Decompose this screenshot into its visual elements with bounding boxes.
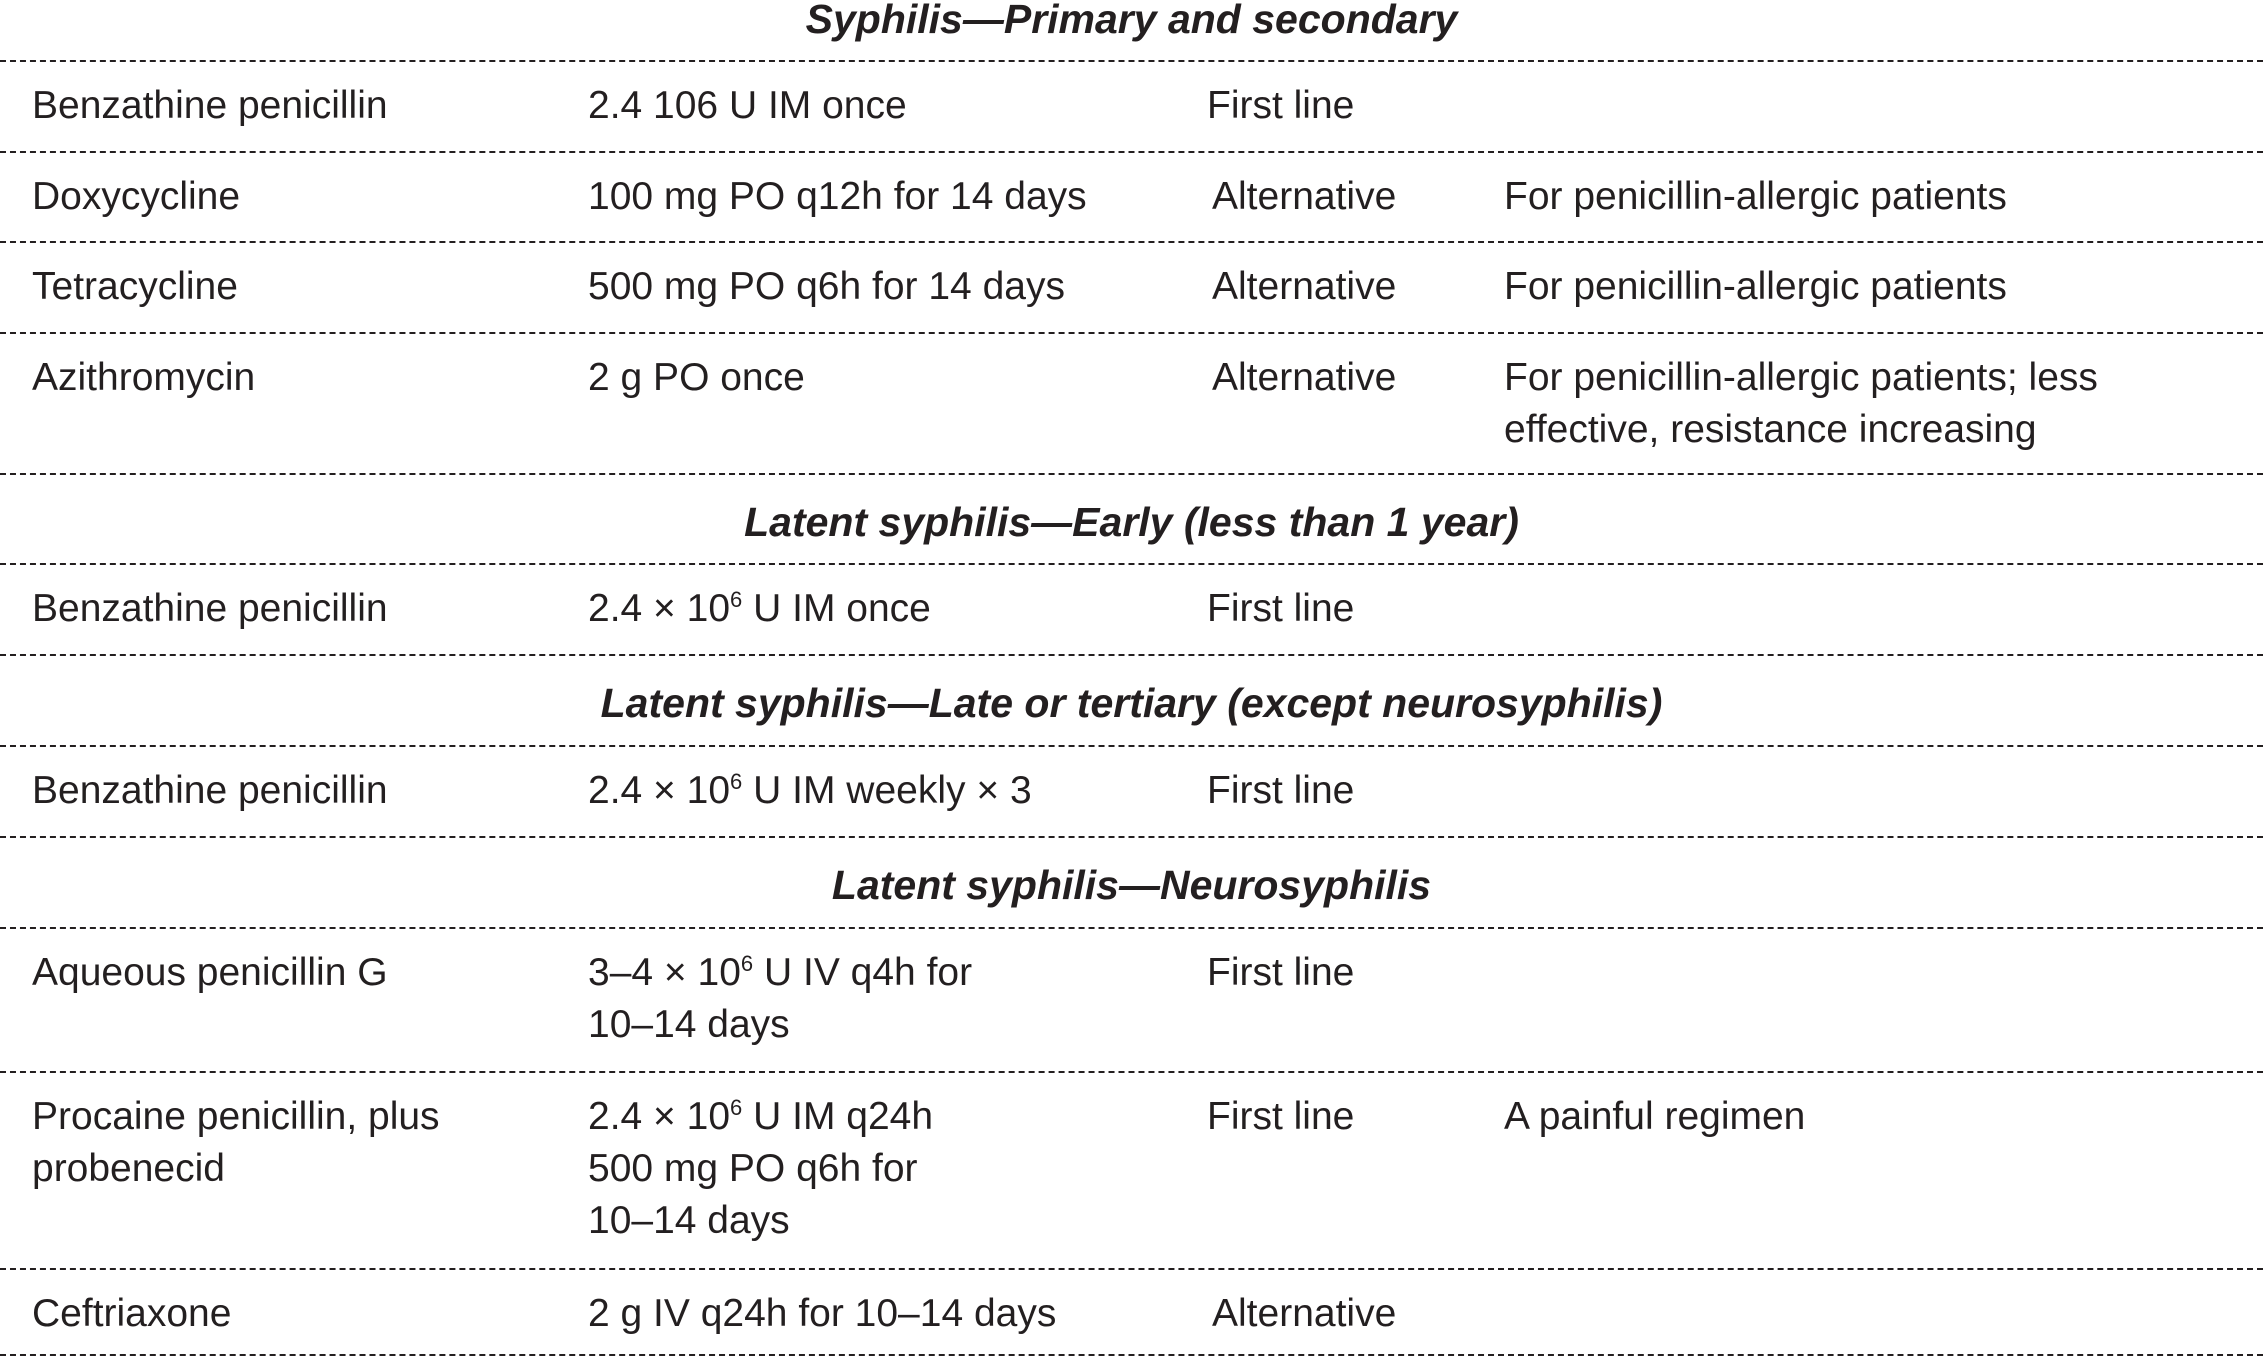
- section-title-primary-secondary: Syphilis—Primary and secondary: [805, 0, 1458, 42]
- table-row: [0, 1073, 2263, 1270]
- exponent: 6: [740, 951, 754, 976]
- dose-cell: 2 g IV q24h for 10–14 days: [588, 1292, 1057, 1335]
- dose-part: U IV q4h for: [753, 951, 973, 994]
- table-row: [0, 153, 2263, 243]
- status-cell: First line: [1207, 587, 1355, 630]
- exponent: 6: [730, 769, 743, 794]
- dose-line: 10–14 days: [588, 1003, 790, 1046]
- table-row: [0, 929, 2263, 1073]
- status-cell: Alternative: [1212, 356, 1397, 399]
- dose-cell: [588, 765, 1032, 817]
- drug-line: Procaine penicillin, plus: [32, 1095, 440, 1138]
- exponent: 6: [730, 587, 743, 612]
- status-cell: Alternative: [1212, 265, 1397, 308]
- status-cell: First line: [1207, 1095, 1355, 1138]
- dose-part: 2.4 × 10: [588, 1095, 731, 1138]
- drug-cell: [32, 1091, 440, 1195]
- dose-cell: 2.4 106 U IM once: [588, 84, 907, 127]
- drug-cell: Ceftriaxone: [32, 1292, 232, 1335]
- note-line: For penicillin-allergic patients; less: [1504, 356, 2098, 399]
- dose-cell: [588, 583, 931, 635]
- dose-cell: 100 mg PO q12h for 14 days: [588, 175, 1087, 218]
- note-line: effective, resistance increasing: [1504, 408, 2037, 451]
- drug-cell: Benzathine penicillin: [32, 769, 388, 812]
- dose-line: 10–14 days: [588, 1199, 790, 1242]
- dose-cell: 2 g PO once: [588, 356, 805, 399]
- section-title-neurosyphilis: Latent syphilis—Neurosyphilis: [831, 862, 1432, 908]
- table-row: [0, 565, 2263, 656]
- dose-cell: [588, 1091, 933, 1247]
- table-row: [0, 747, 2263, 838]
- status-cell: Alternative: [1212, 175, 1397, 218]
- note-cell: For penicillin-allergic patients: [1504, 175, 2007, 218]
- dose-line: [588, 1091, 933, 1143]
- dose-part: U IM once: [742, 587, 931, 630]
- drug-cell: Benzathine penicillin: [32, 587, 388, 630]
- note-cell: A painful regimen: [1504, 1095, 1806, 1138]
- dose-part: 2.4 × 10: [588, 769, 731, 812]
- dose-cell: 500 mg PO q6h for 14 days: [588, 265, 1065, 308]
- table-row: [0, 243, 2263, 334]
- status-cell: Alternative: [1212, 1292, 1397, 1335]
- status-cell: First line: [1207, 84, 1355, 127]
- table-row: [0, 62, 2263, 153]
- drug-cell: Azithromycin: [32, 356, 256, 399]
- dose-part: 2.4 × 10: [588, 587, 731, 630]
- drug-line: probenecid: [32, 1147, 225, 1190]
- table-row: [0, 1270, 2263, 1356]
- dose-cell: [588, 947, 972, 1051]
- status-cell: First line: [1207, 769, 1355, 812]
- drug-cell: Tetracycline: [32, 265, 238, 308]
- dose-part: U IM q24h: [742, 1095, 934, 1138]
- dose-part: 3–4 × 10: [588, 951, 741, 994]
- status-cell: First line: [1207, 951, 1355, 994]
- section-title-latent-late: Latent syphilis—Late or tertiary (except neurosyphilis): [600, 680, 1663, 726]
- exponent: 6: [730, 1095, 743, 1120]
- note-cell: [1504, 352, 2098, 456]
- table-row: [0, 334, 2263, 475]
- dose-line: [588, 947, 972, 999]
- drug-cell: Doxycycline: [32, 175, 241, 218]
- drug-cell: Benzathine penicillin: [32, 84, 388, 127]
- dose-line: 500 mg PO q6h for: [588, 1147, 918, 1190]
- drug-cell: Aqueous penicillin G: [32, 951, 388, 994]
- section-title-latent-early: Latent syphilis—Early (less than 1 year): [744, 499, 1519, 545]
- note-cell: For penicillin-allergic patients: [1504, 265, 2007, 308]
- section-rule: [0, 0, 2263, 62]
- dose-part: U IM weekly × 3: [742, 769, 1032, 812]
